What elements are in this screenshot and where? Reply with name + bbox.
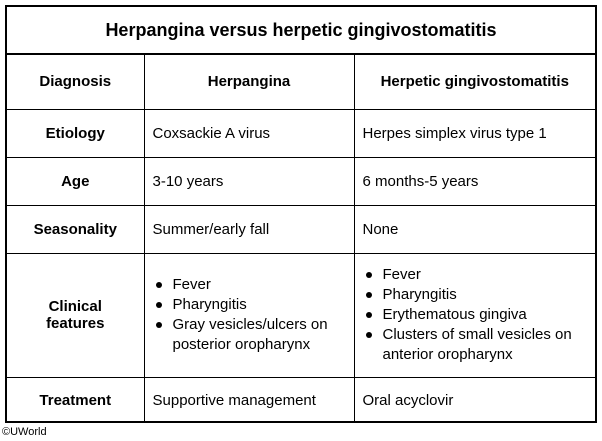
row-label-clinical-features bbox=[7, 253, 144, 377]
table-row-seasonality bbox=[7, 205, 595, 253]
cell-herpangina-treatment: Supportive management bbox=[144, 377, 354, 423]
herpangina-features-list bbox=[153, 275, 346, 355]
row-label-seasonality: Seasonality bbox=[7, 205, 144, 253]
cell-herpetic-seasonality: None bbox=[354, 205, 595, 253]
header-row bbox=[7, 55, 595, 109]
list-item: Fever bbox=[173, 275, 346, 295]
list-item: Fever bbox=[383, 265, 588, 285]
row-label-clinical-line2: features bbox=[46, 315, 105, 332]
cell-herpetic-clinical-features bbox=[354, 253, 595, 377]
list-item: Pharyngitis bbox=[173, 295, 346, 315]
comparison-table bbox=[7, 55, 595, 423]
list-item: Pharyngitis bbox=[383, 285, 588, 305]
row-label-treatment: Treatment bbox=[7, 377, 144, 423]
list-item: Gray vesicles/ulcers on posterior oropharynx bbox=[173, 315, 346, 355]
table-row-age bbox=[7, 157, 595, 205]
row-label-age: Age bbox=[7, 157, 144, 205]
column-header-herpetic: Herpetic gingivostomatitis bbox=[354, 55, 595, 109]
cell-herpangina-seasonality: Summer/early fall bbox=[144, 205, 354, 253]
row-label-etiology: Etiology bbox=[7, 109, 144, 157]
herpetic-features-list bbox=[363, 265, 588, 365]
cell-herpangina-clinical-features bbox=[144, 253, 354, 377]
cell-herpetic-treatment: Oral acyclovir bbox=[354, 377, 595, 423]
list-item: Clusters of small vesicles on anterior oropharynx bbox=[383, 325, 588, 365]
cell-herpangina-age: 3-10 years bbox=[144, 157, 354, 205]
cell-herpetic-age: 6 months-5 years bbox=[354, 157, 595, 205]
table-row-treatment bbox=[7, 377, 595, 423]
copyright-notice: ©UWorld bbox=[2, 426, 47, 438]
list-item: Erythematous gingiva bbox=[383, 305, 588, 325]
cell-herpangina-etiology: Coxsackie A virus bbox=[144, 109, 354, 157]
table-title: Herpangina versus herpetic gingivostomatitis bbox=[7, 7, 595, 55]
cell-herpetic-etiology: Herpes simplex virus type 1 bbox=[354, 109, 595, 157]
column-header-diagnosis: Diagnosis bbox=[7, 55, 144, 109]
column-header-herpangina: Herpangina bbox=[144, 55, 354, 109]
row-label-clinical-line1: Clinical bbox=[48, 298, 102, 315]
table-row-etiology bbox=[7, 109, 595, 157]
comparison-table-frame bbox=[5, 5, 597, 423]
table-row-clinical-features bbox=[7, 253, 595, 377]
